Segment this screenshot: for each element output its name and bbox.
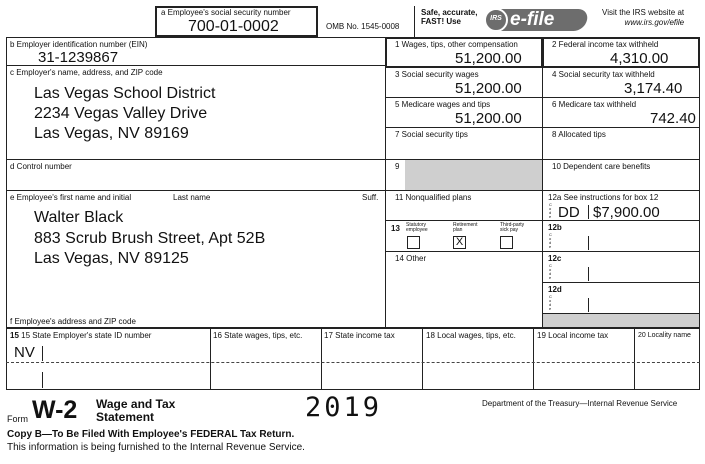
box-1-value: 51,200.00 — [455, 50, 522, 67]
box-10-label: 10 Dependent care benefits — [552, 162, 651, 171]
box-12a-code-letters: C o d e — [549, 202, 552, 219]
box-8-label: 8 Allocated tips — [552, 130, 606, 139]
box-4-label: 4 Social security tax withheld — [552, 70, 655, 79]
ein-label: b Employer identification number (EIN) — [10, 40, 148, 49]
box-19-label: 19 Local income tax — [537, 331, 609, 340]
employer-city: Las Vegas, NV 89169 — [34, 125, 189, 142]
ssn-label: a Employee's social security number — [161, 8, 291, 17]
box-12a-label: 12a See instructions for box 12 — [548, 193, 659, 202]
state-value: NV — [14, 344, 35, 361]
box-3-label: 3 Social security wages — [395, 70, 479, 79]
box-17-label: 17 State income tax — [324, 331, 395, 340]
retirement-plan-checkbox[interactable]: X — [453, 236, 466, 249]
employer-label: c Employer's name, address, and ZIP code — [10, 68, 163, 77]
ein-value: 31-1239867 — [38, 49, 119, 66]
box-12b-label: 12b — [548, 223, 562, 232]
form-title: Wage and Tax Statement — [96, 397, 176, 424]
box-18-label: 18 Local wages, tips, etc. — [426, 331, 516, 340]
employee-city: Las Vegas, NV 89125 — [34, 250, 189, 267]
box-4-value: 3,174.40 — [624, 80, 683, 97]
box-1-label: 1 Wages, tips, other compensation — [395, 40, 518, 49]
box-12a-code: DD — [558, 204, 580, 221]
form-name: W-2 — [32, 396, 78, 424]
copy-b-text: Copy B—To Be Filed With Employee's FEDERAL Tax Return. — [7, 429, 295, 440]
suffix-label: Suff. — [362, 193, 379, 202]
state-id-label: Employer's state ID number — [53, 331, 152, 340]
box-12d-label: 12d — [548, 285, 562, 294]
employer-name: Las Vegas School District — [34, 85, 216, 102]
box-9-shading — [405, 160, 542, 190]
employer-street: 2234 Vegas Valley Drive — [34, 105, 208, 122]
employee-name-label: e Employee's first name and initial — [10, 193, 132, 202]
box-3-value: 51,200.00 — [455, 80, 522, 97]
employee-name: Walter Black — [34, 209, 124, 226]
tax-year: 2019 — [305, 392, 383, 423]
box-12b-code-letters: C o d e — [549, 232, 552, 249]
box-12-bottom-shading — [543, 314, 699, 327]
control-number-label: d Control number — [10, 162, 72, 171]
omb-number: OMB No. 1545-0008 — [326, 22, 400, 31]
third-party-label: Third-party sick pay — [500, 222, 525, 233]
box-6-value: 742.40 — [650, 110, 696, 127]
third-party-sick-pay-checkbox[interactable] — [500, 236, 513, 249]
ssn-value: 700-01-0002 — [188, 18, 279, 35]
box-15-label: 15 15 State — [10, 331, 51, 340]
box-5-label: 5 Medicare wages and tips — [395, 100, 491, 109]
box-12c-label: 12c — [548, 254, 562, 263]
efile-logo-text: e-file — [510, 9, 555, 30]
box-12d-code-letters: C o d e — [549, 294, 552, 311]
box-11-label: 11 Nonqualified plans — [395, 193, 472, 202]
retirement-plan-label: Retirement plan — [453, 222, 478, 233]
last-name-label: Last name — [173, 193, 211, 202]
box-14-label: 14 Other — [395, 254, 427, 263]
employee-address-label: f Employee's address and ZIP code — [10, 317, 136, 326]
visit-irs-text: Visit the IRS website at www.irs.gov/efile — [602, 8, 685, 27]
box-12a-amount: $7,900.00 — [593, 204, 660, 221]
irs-logo-text: IRS — [490, 15, 502, 22]
box-5-value: 51,200.00 — [455, 110, 522, 127]
safe-accurate-text: Safe, accurate, FAST! Use — [421, 8, 478, 26]
box-12c-code-letters: C o d e — [549, 263, 552, 280]
employee-street: 883 Scrub Brush Street, Apt 52B — [34, 230, 266, 247]
box-16-label: 16 State wages, tips, etc. — [213, 331, 303, 340]
furnished-text: This information is being furnished to the Internal Revenue Service. — [7, 442, 305, 453]
statutory-employee-label: Statutory employee — [406, 222, 428, 233]
box-2-label: 2 Federal income tax withheld — [552, 40, 659, 49]
form-word: Form — [7, 414, 28, 424]
box-20-label: 20 Locality name — [638, 332, 691, 339]
box-2-value: 4,310.00 — [610, 50, 669, 67]
department-text: Department of the Treasury—Internal Revenue Service — [482, 399, 678, 408]
box-9-label: 9 — [395, 162, 400, 171]
box-7-label: 7 Social security tips — [395, 130, 468, 139]
box-13-label: 13 — [391, 224, 400, 233]
box-6-label: 6 Medicare tax withheld — [552, 100, 637, 109]
statutory-employee-checkbox[interactable] — [407, 236, 420, 249]
